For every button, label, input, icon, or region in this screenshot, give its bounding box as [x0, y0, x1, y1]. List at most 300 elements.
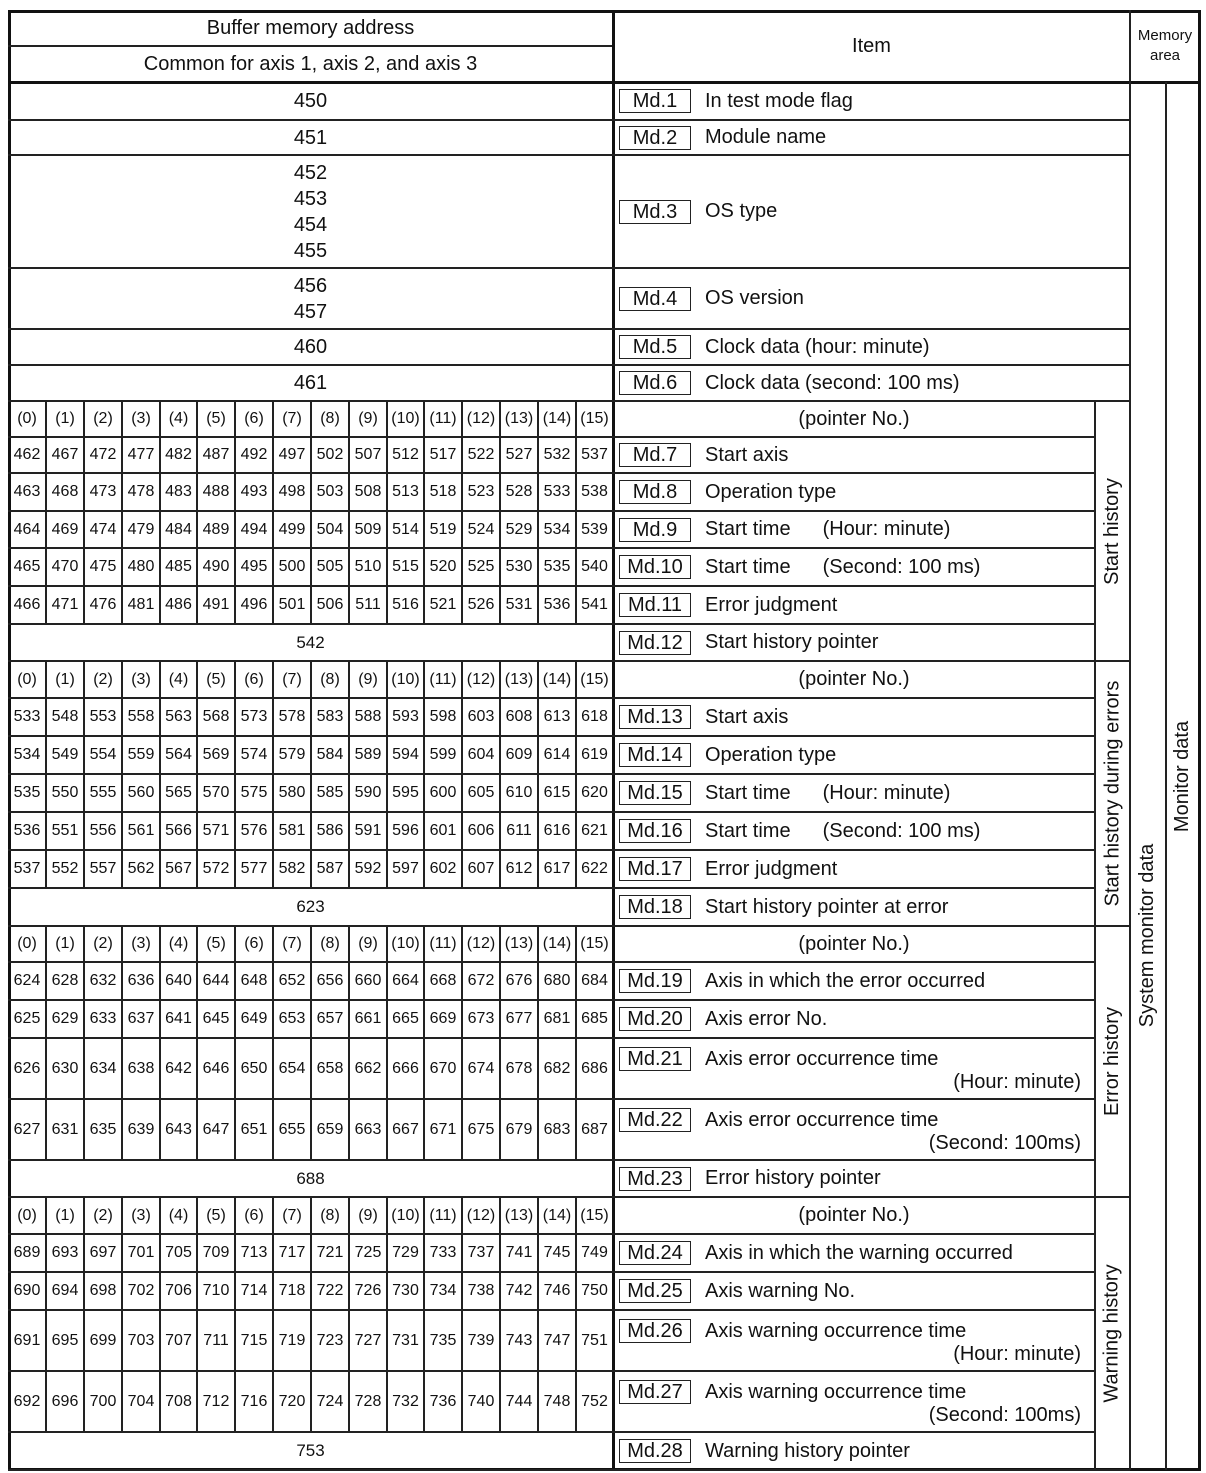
address-value-cell: 752	[581, 1392, 608, 1410]
md-code-badge: Md.23	[619, 1167, 691, 1191]
memory-area-header	[1130, 10, 1200, 82]
address-value-cell: 751	[581, 1331, 608, 1349]
pointer-column-header: (2)	[93, 670, 113, 688]
item-cell	[615, 1234, 1093, 1272]
address-value-cell: 562	[127, 860, 155, 877]
address-value-cell: 609	[505, 746, 533, 763]
pointer-column-header: (0)	[17, 410, 37, 427]
address-value-cell: 559	[127, 746, 155, 763]
address-value-cell: 633	[89, 1010, 117, 1027]
pointer-column-header: (5)	[206, 670, 226, 688]
item-cell	[615, 736, 1093, 774]
md-code-badge: Md.26	[619, 1319, 691, 1343]
address-value-cell: 728	[354, 1392, 382, 1410]
address-value-cell: 748	[543, 1392, 571, 1410]
address-value-cell: 581	[278, 822, 306, 839]
pointer-column-header: (9)	[358, 670, 378, 688]
address-value-cell: 565	[165, 784, 192, 801]
md-code-badge: Md.25	[619, 1279, 691, 1303]
item-cell	[615, 82, 1128, 120]
address-value-cell: 566	[165, 822, 192, 839]
address-value: 453	[293, 187, 328, 210]
md-code-badge: Md.20	[619, 1007, 691, 1031]
address-value-cell: 550	[51, 784, 79, 801]
item-cell	[615, 1310, 1093, 1371]
address-value-cell: 723	[316, 1331, 344, 1349]
item-cell	[615, 1000, 1093, 1038]
address-value-cell: 659	[316, 1120, 344, 1138]
item-label: Start history pointer at error	[705, 895, 949, 918]
address-value-cell: 740	[467, 1392, 495, 1410]
address-value-cell: 621	[581, 822, 608, 839]
pointer-column-header: (8)	[320, 935, 340, 952]
address-value-cell: 577	[240, 860, 268, 877]
md-code-badge: Md.6	[619, 371, 691, 395]
item-label: OS type	[705, 200, 778, 222]
address-value-cell: 620	[581, 784, 608, 801]
address-value-cell: 595	[392, 784, 419, 801]
pointer-column-header: (11)	[429, 410, 457, 427]
address-value-cell: 749	[581, 1244, 608, 1261]
address-value-cell: 592	[354, 860, 382, 877]
address-value-cell: 702	[127, 1282, 155, 1299]
address-value-cell: 680	[543, 972, 571, 989]
address-value-cell: 635	[89, 1120, 117, 1138]
address-value-cell: 704	[127, 1392, 155, 1410]
md-code-badge: Md.19	[619, 969, 691, 993]
address-value-cell: 472	[89, 446, 117, 463]
address-value-cell: 624	[13, 972, 41, 989]
pointer-column-header: (5)	[206, 935, 226, 952]
address-value-cell: 500	[278, 558, 306, 575]
item-cell	[615, 473, 1093, 511]
pointer-column-header: (0)	[17, 935, 37, 952]
item-label: Operation type	[705, 480, 837, 503]
pointer-column-header: (10)	[391, 935, 420, 952]
address-value-cell: 510	[354, 558, 382, 575]
address-value-cell: 468	[51, 483, 79, 500]
item-cell	[615, 698, 1093, 736]
address-value-cell: 718	[278, 1282, 306, 1299]
address-value-cell: 632	[89, 972, 117, 989]
address-value-cell: 596	[392, 822, 419, 839]
pointer-column-header: (12)	[466, 935, 496, 952]
address-value: 451	[293, 126, 328, 149]
address-cell	[8, 120, 613, 155]
item-label-suffix: (Second: 100 ms)	[822, 555, 981, 578]
address-value-cell: 503	[316, 483, 344, 500]
item-label: Axis error No.	[705, 1007, 828, 1030]
address-value-cell: 662	[354, 1059, 382, 1077]
item-label: Error history pointer	[705, 1167, 881, 1189]
address-value-cell: 628	[51, 972, 79, 989]
address-value-cell: 479	[127, 520, 155, 538]
address-value-cell: 526	[467, 596, 495, 613]
pointer-no-label: (pointer No.)	[798, 1204, 910, 1226]
address-value-cell: 475	[89, 558, 117, 575]
address-value-cell: 742	[505, 1282, 533, 1299]
item-cell	[615, 437, 1093, 473]
address-value-cell: 494	[240, 520, 268, 538]
address-value-cell: 679	[505, 1120, 533, 1138]
address-value-cell: 731	[392, 1331, 419, 1349]
pointer-column-header: (1)	[55, 670, 75, 688]
address-value-cell: 607	[467, 860, 495, 877]
address-value-cell: 661	[354, 1010, 382, 1027]
group-label-warning-history	[1095, 1197, 1130, 1470]
memory-area-header-line1: Memory	[1137, 27, 1193, 44]
address-value-cell: 712	[202, 1392, 230, 1410]
item-cell	[615, 329, 1128, 365]
md-code-badge: Md.15	[619, 781, 691, 805]
address-value-cell: 654	[278, 1059, 306, 1077]
address-value-cell: 696	[51, 1392, 79, 1410]
address-value-cell: 601	[429, 822, 457, 839]
address-value-cell: 724	[316, 1392, 344, 1410]
address-value-cell: 532	[543, 446, 571, 463]
md-code-badge: Md.12	[619, 631, 691, 655]
address-value-cell: 470	[51, 558, 79, 575]
md-code-badge: Md.16	[619, 819, 691, 843]
address-value-cell: 469	[51, 520, 79, 538]
pointer-no-label: (pointer No.)	[798, 668, 910, 690]
address-value-cell: 477	[127, 446, 155, 463]
address-value-cell: 663	[354, 1120, 382, 1138]
address-value-cell: 597	[392, 860, 419, 877]
address-value-cell: 561	[127, 822, 155, 839]
address-value-cell: 719	[278, 1331, 306, 1349]
address-value-cell: 557	[89, 860, 117, 877]
address-value-cell: 700	[89, 1392, 117, 1410]
group-label-start-history-during-errors-text: Start history during errors	[1101, 680, 1124, 907]
item-label: Axis warning No.	[705, 1279, 856, 1302]
address-value-cell: 519	[429, 520, 457, 538]
item-label: Start time	[705, 555, 791, 578]
address-value-cell: 513	[392, 483, 419, 500]
address-value-cell: 570	[202, 784, 230, 801]
address-value-cell: 722	[316, 1282, 344, 1299]
address-value-cell: 717	[278, 1244, 306, 1261]
address-value-cell: 521	[429, 596, 457, 613]
address-value-cell: 492	[240, 446, 268, 463]
pointer-column-header: (4)	[168, 935, 189, 952]
address-value-cell: 573	[240, 708, 268, 725]
md-code-badge: Md.8	[619, 480, 691, 504]
pointer-no-label: (pointer No.)	[798, 407, 910, 430]
address-value-cell: 529	[505, 520, 533, 538]
item-label: Clock data (second: 100 ms)	[705, 371, 960, 394]
address-value-cell: 580	[278, 784, 306, 801]
address-value-cell: 650	[240, 1059, 268, 1077]
pointer-column-header: (15)	[580, 935, 609, 952]
address-value-cell: 598	[429, 708, 457, 725]
pointer-column-header: (4)	[168, 410, 189, 427]
divider	[8, 328, 1130, 330]
group-label-error-history	[1095, 926, 1130, 1197]
address-value-cell: 524	[467, 520, 495, 538]
pointer-column-header: (7)	[282, 410, 302, 427]
address-value-cell: 553	[89, 708, 117, 725]
address-value-cell: 495	[240, 558, 268, 575]
pointer-column-header: (14)	[542, 670, 572, 688]
divider	[8, 45, 613, 47]
address-value-cell: 641	[165, 1010, 192, 1027]
address-value-cell: 735	[429, 1331, 457, 1349]
item-label-line2: (Hour: minute)	[953, 1071, 1081, 1093]
pointer-column-header: (2)	[93, 935, 113, 952]
item-cell	[615, 962, 1093, 1000]
address-value-cell: 648	[240, 972, 268, 989]
address-value-cell: 676	[505, 972, 533, 989]
address-cell	[8, 155, 613, 268]
address-value-cell: 535	[13, 784, 41, 801]
address-value-cell: 734	[429, 1282, 457, 1299]
address-value-cell: 638	[127, 1059, 155, 1077]
address-value-cell: 687	[581, 1120, 608, 1138]
address-value-cell: 709	[202, 1244, 230, 1261]
address-value-cell: 499	[278, 520, 306, 538]
address-value-cell: 541	[581, 596, 608, 613]
address-value-cell: 523	[467, 483, 495, 500]
item-label: Axis warning occurrence time	[705, 1380, 967, 1403]
address-value-cell: 552	[51, 860, 79, 877]
address-value-cell: 518	[429, 483, 457, 500]
group-label-start-history	[1095, 401, 1130, 661]
address-value: 461	[293, 372, 328, 394]
address-value-cell: 549	[51, 746, 79, 763]
address-value-cell: 464	[13, 520, 41, 538]
address-value-cell: 536	[13, 822, 41, 839]
address-value-cell: 535	[543, 558, 571, 575]
address-value-cell: 498	[278, 483, 306, 500]
memory-area-header-line2: area	[1149, 47, 1181, 64]
address-cell	[8, 329, 613, 365]
address-value-cell: 564	[165, 746, 192, 763]
address-value-cell: 651	[240, 1120, 268, 1138]
pointer-column-header: (7)	[282, 935, 302, 952]
pointer-column-header: (12)	[466, 410, 496, 427]
address-value-cell: 483	[165, 483, 192, 500]
address-value-cell: 707	[165, 1331, 192, 1349]
address-value-cell: 672	[467, 972, 495, 989]
address-value-cell: 576	[240, 822, 268, 839]
pointer-column-header: (10)	[391, 1206, 420, 1224]
address-value-cell: 507	[354, 446, 382, 463]
address-header-subtitle: Common for axis 1, axis 2, and axis 3	[143, 52, 478, 75]
address-value-cell: 618	[581, 708, 608, 725]
divider	[8, 1469, 1130, 1471]
item-label: Axis error occurrence time	[705, 1108, 939, 1131]
address-value-cell: 528	[505, 483, 533, 500]
pointer-column-header: (6)	[244, 1206, 264, 1224]
address-value-cell: 525	[467, 558, 495, 575]
address-value-cell: 537	[13, 860, 41, 877]
address-value-cell: 627	[13, 1120, 41, 1138]
address-value-cell: 733	[429, 1244, 457, 1261]
address-value-cell: 506	[316, 596, 344, 613]
address-value-cell: 567	[165, 860, 192, 877]
address-value-cell: 738	[467, 1282, 495, 1299]
md-code-badge: Md.28	[619, 1439, 691, 1463]
address-value-cell: 616	[543, 822, 571, 839]
address-value-cell: 671	[429, 1120, 457, 1138]
address-value-cell: 582	[278, 860, 306, 877]
address-value-cell: 588	[354, 708, 382, 725]
address-value-cell: 489	[202, 520, 230, 538]
address-value-cell: 747	[543, 1331, 571, 1349]
pointer-column-header: (11)	[429, 1206, 457, 1224]
divider	[8, 154, 1130, 156]
md-code-badge: Md.5	[619, 335, 691, 359]
address-value-cell: 572	[202, 860, 230, 877]
address-value-cell: 655	[278, 1120, 306, 1138]
address-value-cell: 509	[354, 520, 382, 538]
address-value-cell: 536	[543, 596, 571, 613]
pointer-column-header: (6)	[244, 670, 264, 688]
address-value-cell: 669	[429, 1010, 457, 1027]
address-value-cell: 660	[354, 972, 382, 989]
address-value-cell: 686	[581, 1059, 608, 1077]
address-value-cell: 656	[316, 972, 344, 989]
address-value-cell: 497	[278, 446, 306, 463]
group-label-warning-history-text: Warning history	[1101, 1264, 1124, 1403]
address-value-cell: 611	[506, 822, 532, 839]
group-label-start-history-text: Start history	[1101, 477, 1124, 585]
address-value-cell: 631	[51, 1120, 79, 1138]
pointer-column-header: (4)	[168, 1206, 189, 1224]
address-value-cell: 575	[240, 784, 268, 801]
item-label: OS version	[705, 287, 804, 309]
address-value-cell: 530	[505, 558, 533, 575]
address-value-cell: 692	[13, 1392, 41, 1410]
address-value-cell: 711	[203, 1331, 229, 1349]
md-code-badge: Md.18	[619, 895, 691, 919]
address-value-cell: 493	[240, 483, 268, 500]
address-value-cell: 583	[316, 708, 344, 725]
address-value-cell: 586	[316, 822, 344, 839]
address-value-cell: 560	[127, 784, 155, 801]
address-value-cell: 467	[51, 446, 79, 463]
address-value-cell: 608	[505, 708, 533, 725]
pointer-column-header: (8)	[320, 410, 340, 427]
address-value-cell: 670	[429, 1059, 457, 1077]
item-label: Start axis	[705, 705, 789, 728]
address-value-cell: 639	[127, 1120, 155, 1138]
pointer-column-header: (5)	[206, 1206, 226, 1224]
address-value: 457	[293, 300, 328, 323]
address-value-cell: 697	[89, 1244, 117, 1261]
item-cell	[615, 1371, 1093, 1432]
item-label: Clock data (hour: minute)	[705, 335, 930, 358]
pointer-item-cell	[615, 1432, 1093, 1470]
address-value-cell: 744	[505, 1392, 533, 1410]
address-value-cell: 685	[581, 1010, 608, 1027]
address-value-cell: 652	[278, 972, 306, 989]
memory-area-monitor-data-text: Monitor data	[1171, 720, 1194, 832]
pointer-column-header: (14)	[542, 1206, 572, 1224]
address-value-cell: 533	[543, 483, 571, 500]
item-label: Start time	[705, 518, 791, 540]
pointer-column-header: (3)	[131, 935, 151, 952]
item-cell	[615, 1272, 1093, 1310]
address-value-cell: 474	[89, 520, 117, 538]
pointer-address-cell: 688	[296, 1168, 325, 1188]
item-label: Module name	[705, 126, 827, 148]
pointer-column-header: (14)	[542, 410, 572, 427]
address-value-cell: 478	[127, 483, 155, 500]
address-value-cell: 630	[51, 1059, 79, 1077]
address-value-cell: 612	[505, 860, 533, 877]
address-value-cell: 673	[467, 1010, 495, 1027]
address-value-cell: 750	[581, 1282, 608, 1299]
pointer-column-header: (9)	[358, 935, 378, 952]
pointer-column-header: (0)	[17, 1206, 37, 1224]
address-value-cell: 531	[505, 596, 533, 613]
address-value-cell: 714	[240, 1282, 268, 1299]
address-value: 452	[293, 161, 328, 184]
address-value: 454	[293, 213, 328, 236]
address-value-cell: 658	[316, 1059, 344, 1077]
address-value-cell: 488	[202, 483, 230, 500]
address-header-title: Buffer memory address	[206, 16, 415, 39]
address-value-cell: 713	[240, 1244, 268, 1261]
divider	[8, 267, 1130, 269]
divider	[8, 364, 1130, 366]
md-code-badge: Md.11	[619, 593, 691, 617]
item-cell	[615, 120, 1128, 155]
item-label: Axis warning occurrence time	[705, 1319, 967, 1342]
address-value-cell: 515	[392, 558, 419, 575]
address-value-cell: 501	[278, 596, 306, 613]
pointer-column-header: (9)	[358, 1206, 378, 1224]
address-value-cell: 708	[165, 1392, 192, 1410]
item-cell	[615, 1099, 1093, 1160]
address-value-cell: 646	[202, 1059, 230, 1077]
md-code-badge: Md.4	[619, 287, 691, 311]
address-value-cell: 539	[581, 520, 608, 538]
item-label: Start time	[705, 819, 791, 842]
pointer-column-header: (6)	[244, 935, 264, 952]
address-value-cell: 649	[240, 1010, 268, 1027]
address-value-cell: 556	[89, 822, 117, 839]
address-value-cell: 626	[13, 1059, 41, 1077]
address-value-cell: 666	[392, 1059, 419, 1077]
address-value-cell: 482	[165, 446, 192, 463]
pointer-column-header: (1)	[55, 935, 75, 952]
address-value-cell: 701	[127, 1244, 155, 1261]
address-value-cell: 739	[467, 1331, 495, 1349]
address-value-cell: 657	[316, 1010, 344, 1027]
pointer-column-header: (10)	[391, 670, 420, 688]
address-value-cell: 716	[240, 1392, 268, 1410]
item-label: Axis in which the warning occurred	[705, 1241, 1013, 1264]
md-code-badge: Md.1	[619, 89, 691, 113]
address-value-cell: 703	[127, 1331, 155, 1349]
address-value-cell: 490	[202, 558, 230, 575]
item-label: Warning history pointer	[705, 1439, 910, 1462]
item-label-suffix: (Hour: minute)	[822, 518, 951, 540]
address-value-cell: 487	[202, 446, 230, 463]
address-value-cell: 511	[355, 596, 381, 613]
address-value-cell: 480	[127, 558, 155, 575]
address-value-cell: 715	[240, 1331, 268, 1349]
address-value-cell: 508	[354, 483, 382, 500]
address-value-cell: 520	[429, 558, 457, 575]
address-value-cell: 746	[543, 1282, 571, 1299]
address-value-cell: 667	[392, 1120, 419, 1138]
address-value-cell: 681	[543, 1010, 571, 1027]
address-value-cell: 537	[581, 446, 608, 463]
